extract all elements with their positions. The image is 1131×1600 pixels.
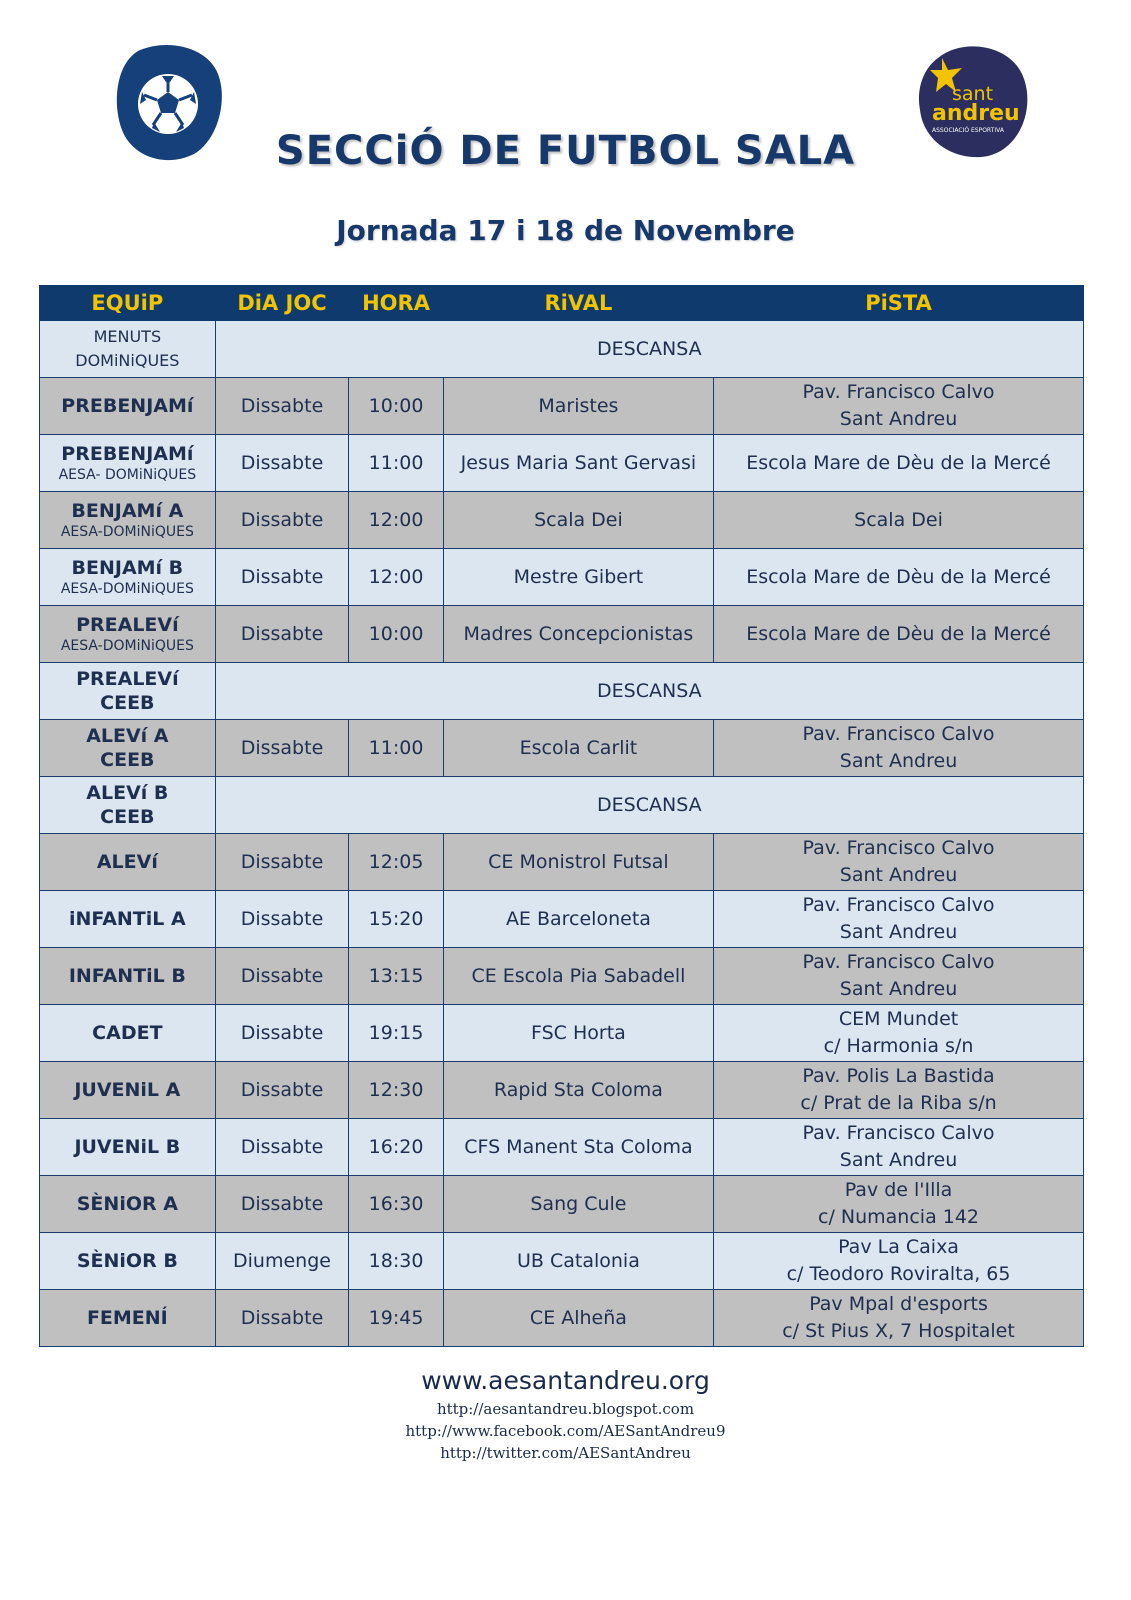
rest-cell: DESCANSA — [215, 663, 1083, 720]
team-cell: PREALEVí CEEB — [40, 663, 216, 720]
column-header-rival: RiVAL — [443, 286, 713, 321]
table-row — [40, 1290, 1084, 1347]
table-row — [40, 834, 1084, 891]
day-cell: Dissabte — [215, 891, 349, 948]
table-row — [40, 891, 1084, 948]
pista-cell: Pav Mpal d'esports c/ St Pius X, 7 Hospitalet — [714, 1290, 1084, 1347]
table-row — [40, 1119, 1084, 1176]
pista-cell: Pav. Francisco Calvo Sant Andreu — [714, 891, 1084, 948]
day-cell: Dissabte — [215, 435, 349, 492]
team-cell: ALEVí B CEEB — [40, 777, 216, 834]
column-header-dia-joc: DiA JOC — [215, 286, 349, 321]
time-cell: 12:05 — [349, 834, 444, 891]
page-title: SECCiÓ DE FUTBOL SALA — [275, 128, 856, 174]
table-row — [40, 492, 1084, 549]
team-cell: MENUTS DOMiNiQUES — [40, 321, 216, 378]
team-cell: BENJAMí A AESA-DOMiNiQUES — [40, 492, 216, 549]
team-cell: PREBENJAMí — [40, 378, 216, 435]
pista-cell: Pav La Caixa c/ Teodoro Roviralta, 65 — [714, 1233, 1084, 1290]
day-cell: Diumenge — [215, 1233, 349, 1290]
pista-cell: Escola Mare de Dèu de la Mercé — [714, 606, 1084, 663]
team-cell: ALEVí A CEEB — [40, 720, 216, 777]
day-cell: Dissabte — [215, 1005, 349, 1062]
pista-cell: Pav. Francisco Calvo Sant Andreu — [714, 948, 1084, 1005]
rival-cell: Escola Carlit — [443, 720, 713, 777]
facebook-link[interactable]: http://www.facebook.com/AESantAndreu9 — [405, 1422, 726, 1440]
blog-link[interactable]: http://aesantandreu.blogspot.com — [436, 1400, 695, 1418]
svg-text:ASSOCIACIÓ ESPORTIVA: ASSOCIACIÓ ESPORTIVA — [932, 127, 1004, 134]
table-row — [40, 1062, 1084, 1119]
pista-cell: Escola Mare de Dèu de la Mercé — [714, 549, 1084, 606]
pista-cell: Pav. Polis La Bastida c/ Prat de la Riba s/n — [714, 1062, 1084, 1119]
column-header-hora: HORA — [349, 286, 444, 321]
schedule-table — [39, 285, 1084, 1347]
time-cell: 16:20 — [349, 1119, 444, 1176]
table-row — [40, 606, 1084, 663]
team-cell: JUVENiL B — [40, 1119, 216, 1176]
rival-cell: Mestre Gibert — [443, 549, 713, 606]
rest-cell: DESCANSA — [215, 777, 1083, 834]
time-cell: 16:30 — [349, 1176, 444, 1233]
pista-cell: Pav de l'Illa c/ Numancia 142 — [714, 1176, 1084, 1233]
team-cell: SÈNiOR B — [40, 1233, 216, 1290]
rival-cell: CE Escola Pia Sabadell — [443, 948, 713, 1005]
day-cell: Dissabte — [215, 378, 349, 435]
rival-cell: Madres Concepcionistas — [443, 606, 713, 663]
table-row — [40, 663, 1084, 720]
day-cell: Dissabte — [215, 948, 349, 1005]
table-header-row — [40, 286, 1084, 321]
team-cell: INFANTiL B — [40, 948, 216, 1005]
rival-cell: Rapid Sta Coloma — [443, 1062, 713, 1119]
team-cell: ALEVí — [40, 834, 216, 891]
day-cell: Dissabte — [215, 1290, 349, 1347]
twitter-link[interactable]: http://twitter.com/AESantAndreu — [440, 1444, 691, 1462]
day-cell: Dissabte — [215, 606, 349, 663]
day-cell: Dissabte — [215, 1119, 349, 1176]
rival-cell: CE Monistrol Futsal — [443, 834, 713, 891]
time-cell: 12:30 — [349, 1062, 444, 1119]
team-cell: JUVENiL A — [40, 1062, 216, 1119]
team-cell: PREALEVí AESA-DOMiNiQUES — [40, 606, 216, 663]
day-cell: Dissabte — [215, 720, 349, 777]
time-cell: 11:00 — [349, 720, 444, 777]
team-cell: CADET — [40, 1005, 216, 1062]
rival-cell: FSC Horta — [443, 1005, 713, 1062]
svg-text:sant: sant — [952, 83, 994, 105]
team-cell: BENJAMí B AESA-DOMiNiQUES — [40, 549, 216, 606]
table-row — [40, 948, 1084, 1005]
day-cell: Dissabte — [215, 834, 349, 891]
rival-cell: CFS Manent Sta Coloma — [443, 1119, 713, 1176]
time-cell: 12:00 — [349, 549, 444, 606]
svg-text:andreu: andreu — [932, 101, 1020, 126]
time-cell: 18:30 — [349, 1233, 444, 1290]
pista-cell: Pav. Francisco Calvo Sant Andreu — [714, 1119, 1084, 1176]
table-row — [40, 1005, 1084, 1062]
time-cell: 19:45 — [349, 1290, 444, 1347]
team-cell: PREBENJAMí AESA- DOMiNiQUES — [40, 435, 216, 492]
table-row — [40, 777, 1084, 834]
rival-cell: AE Barceloneta — [443, 891, 713, 948]
pista-cell: Pav. Francisco Calvo Sant Andreu — [714, 378, 1084, 435]
table-row — [40, 720, 1084, 777]
footer — [0, 1366, 1131, 1464]
day-cell: Dissabte — [215, 1062, 349, 1119]
table-row — [40, 1176, 1084, 1233]
time-cell: 10:00 — [349, 606, 444, 663]
pista-cell: Pav. Francisco Calvo Sant Andreu — [714, 834, 1084, 891]
rival-cell: Jesus Maria Sant Gervasi — [443, 435, 713, 492]
pista-cell: Pav. Francisco Calvo Sant Andreu — [714, 720, 1084, 777]
rival-cell: UB Catalonia — [443, 1233, 713, 1290]
time-cell: 19:15 — [349, 1005, 444, 1062]
team-cell: SÈNiOR A — [40, 1176, 216, 1233]
table-row — [40, 321, 1084, 378]
column-header-pista: PiSTA — [714, 286, 1084, 321]
table-row — [40, 378, 1084, 435]
pista-cell: Scala Dei — [714, 492, 1084, 549]
table-row — [40, 435, 1084, 492]
day-cell: Dissabte — [215, 1176, 349, 1233]
rival-cell: Scala Dei — [443, 492, 713, 549]
time-cell: 11:00 — [349, 435, 444, 492]
page-subtitle: Jornada 17 i 18 de Novembre — [336, 214, 795, 247]
time-cell: 12:00 — [349, 492, 444, 549]
team-cell: FEMENÍ — [40, 1290, 216, 1347]
time-cell: 15:20 — [349, 891, 444, 948]
day-cell: Dissabte — [215, 492, 349, 549]
website-link[interactable]: www.aesantandreu.org — [421, 1366, 710, 1395]
team-cell: iNFANTiL A — [40, 891, 216, 948]
time-cell: 10:00 — [349, 378, 444, 435]
column-header-equip: EQUiP — [40, 286, 216, 321]
pista-cell: Escola Mare de Dèu de la Mercé — [714, 435, 1084, 492]
rival-cell: Maristes — [443, 378, 713, 435]
table-row — [40, 1233, 1084, 1290]
rival-cell: Sang Cule — [443, 1176, 713, 1233]
rival-cell: CE Alheña — [443, 1290, 713, 1347]
pista-cell: CEM Mundet c/ Harmonia s/n — [714, 1005, 1084, 1062]
table-row — [40, 549, 1084, 606]
time-cell: 13:15 — [349, 948, 444, 1005]
day-cell: Dissabte — [215, 549, 349, 606]
rest-cell: DESCANSA — [215, 321, 1083, 378]
